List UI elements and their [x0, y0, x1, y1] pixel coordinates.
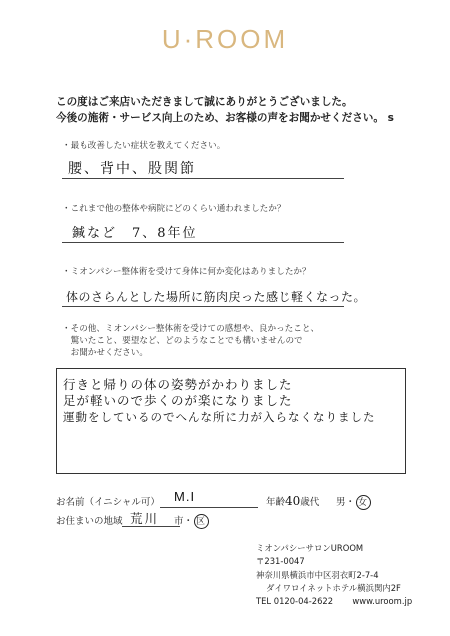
comment-box: [56, 368, 406, 474]
gender-selection: [336, 494, 371, 510]
area-ward-circled: 区: [194, 514, 209, 529]
answer-2-underline: [62, 242, 344, 243]
name-value: M.I: [174, 489, 196, 504]
question-4-line-1: ・その他、ミオンパシー整体術を受けての感想や、良かったこと、: [62, 324, 320, 334]
postal-code: 〒231-0047: [256, 556, 305, 567]
question-4-line-2: 驚いたこと、要望など、どのようなことでも構いませんので: [62, 336, 303, 346]
comment-line-1: 行きと帰りの体の姿勢がかわりました: [63, 377, 293, 392]
intro-line-2: 今後の施術・サービス向上のため、お客様の声をお聞かせください。 s: [56, 112, 394, 124]
age-value: 40: [285, 494, 301, 508]
answer-3-underline: [62, 306, 344, 307]
gender-female-circled: 女: [356, 495, 371, 510]
gender-male: 男・: [336, 497, 356, 508]
name-label: お名前（イニシャル可）: [56, 497, 160, 508]
answer-1: 腰、背中、股関節: [68, 161, 196, 177]
area-underline: [122, 526, 180, 527]
intro-text: [56, 94, 436, 126]
name-underline: [160, 507, 258, 508]
question-4-line-3: お聞かせください。: [62, 348, 148, 358]
salon-name: ミオンパシーサロンUROOM: [256, 543, 364, 553]
website-link[interactable]: www.uroom.jp: [352, 596, 413, 607]
salon-footer: [256, 542, 446, 608]
question-1: ・最も改善したい症状を教えてください。: [62, 141, 226, 151]
age-label-suffix: 歳代: [300, 497, 320, 508]
area-value: 荒川: [130, 511, 160, 526]
age-label-prefix: 年齢: [266, 497, 286, 508]
address-line-2: ダイワロイネットホテル横浜関内2F: [266, 582, 401, 593]
question-4: [62, 323, 319, 359]
comment-line-3: 運動をしているのでへんな所に力が入らなくなりました: [63, 410, 376, 424]
area-city: 市・: [174, 516, 194, 527]
address-line-1: 神奈川県横浜市中区羽衣町2-7-4: [256, 569, 379, 580]
area-label: お住まいの地域: [56, 516, 123, 527]
question-3: ・ミオンパシー整体術を受けて身体に何か変化はありましたか？: [62, 267, 311, 277]
answer-1-underline: [62, 178, 344, 179]
age-label: [266, 494, 319, 508]
contact-row: [256, 595, 446, 608]
question-2: ・これまで他の整体や病院にどのくらい通われましたか？: [62, 204, 286, 214]
phone-number: TEL 0120-04-2622: [256, 596, 334, 607]
answer-2: 鍼など 7、8年位: [72, 226, 198, 241]
answer-3: 体のさらんとした場所に筋肉戻った感じ軽くなった。: [66, 290, 367, 304]
area-city-ward: [174, 513, 209, 529]
uroom-logo: U·ROOM: [161, 24, 289, 54]
intro-line-1: この度はご来店いただきまして誠にありがとうございました。: [56, 96, 353, 108]
comment-line-2: 足が軽いので歩くのが楽になりました: [63, 393, 293, 408]
